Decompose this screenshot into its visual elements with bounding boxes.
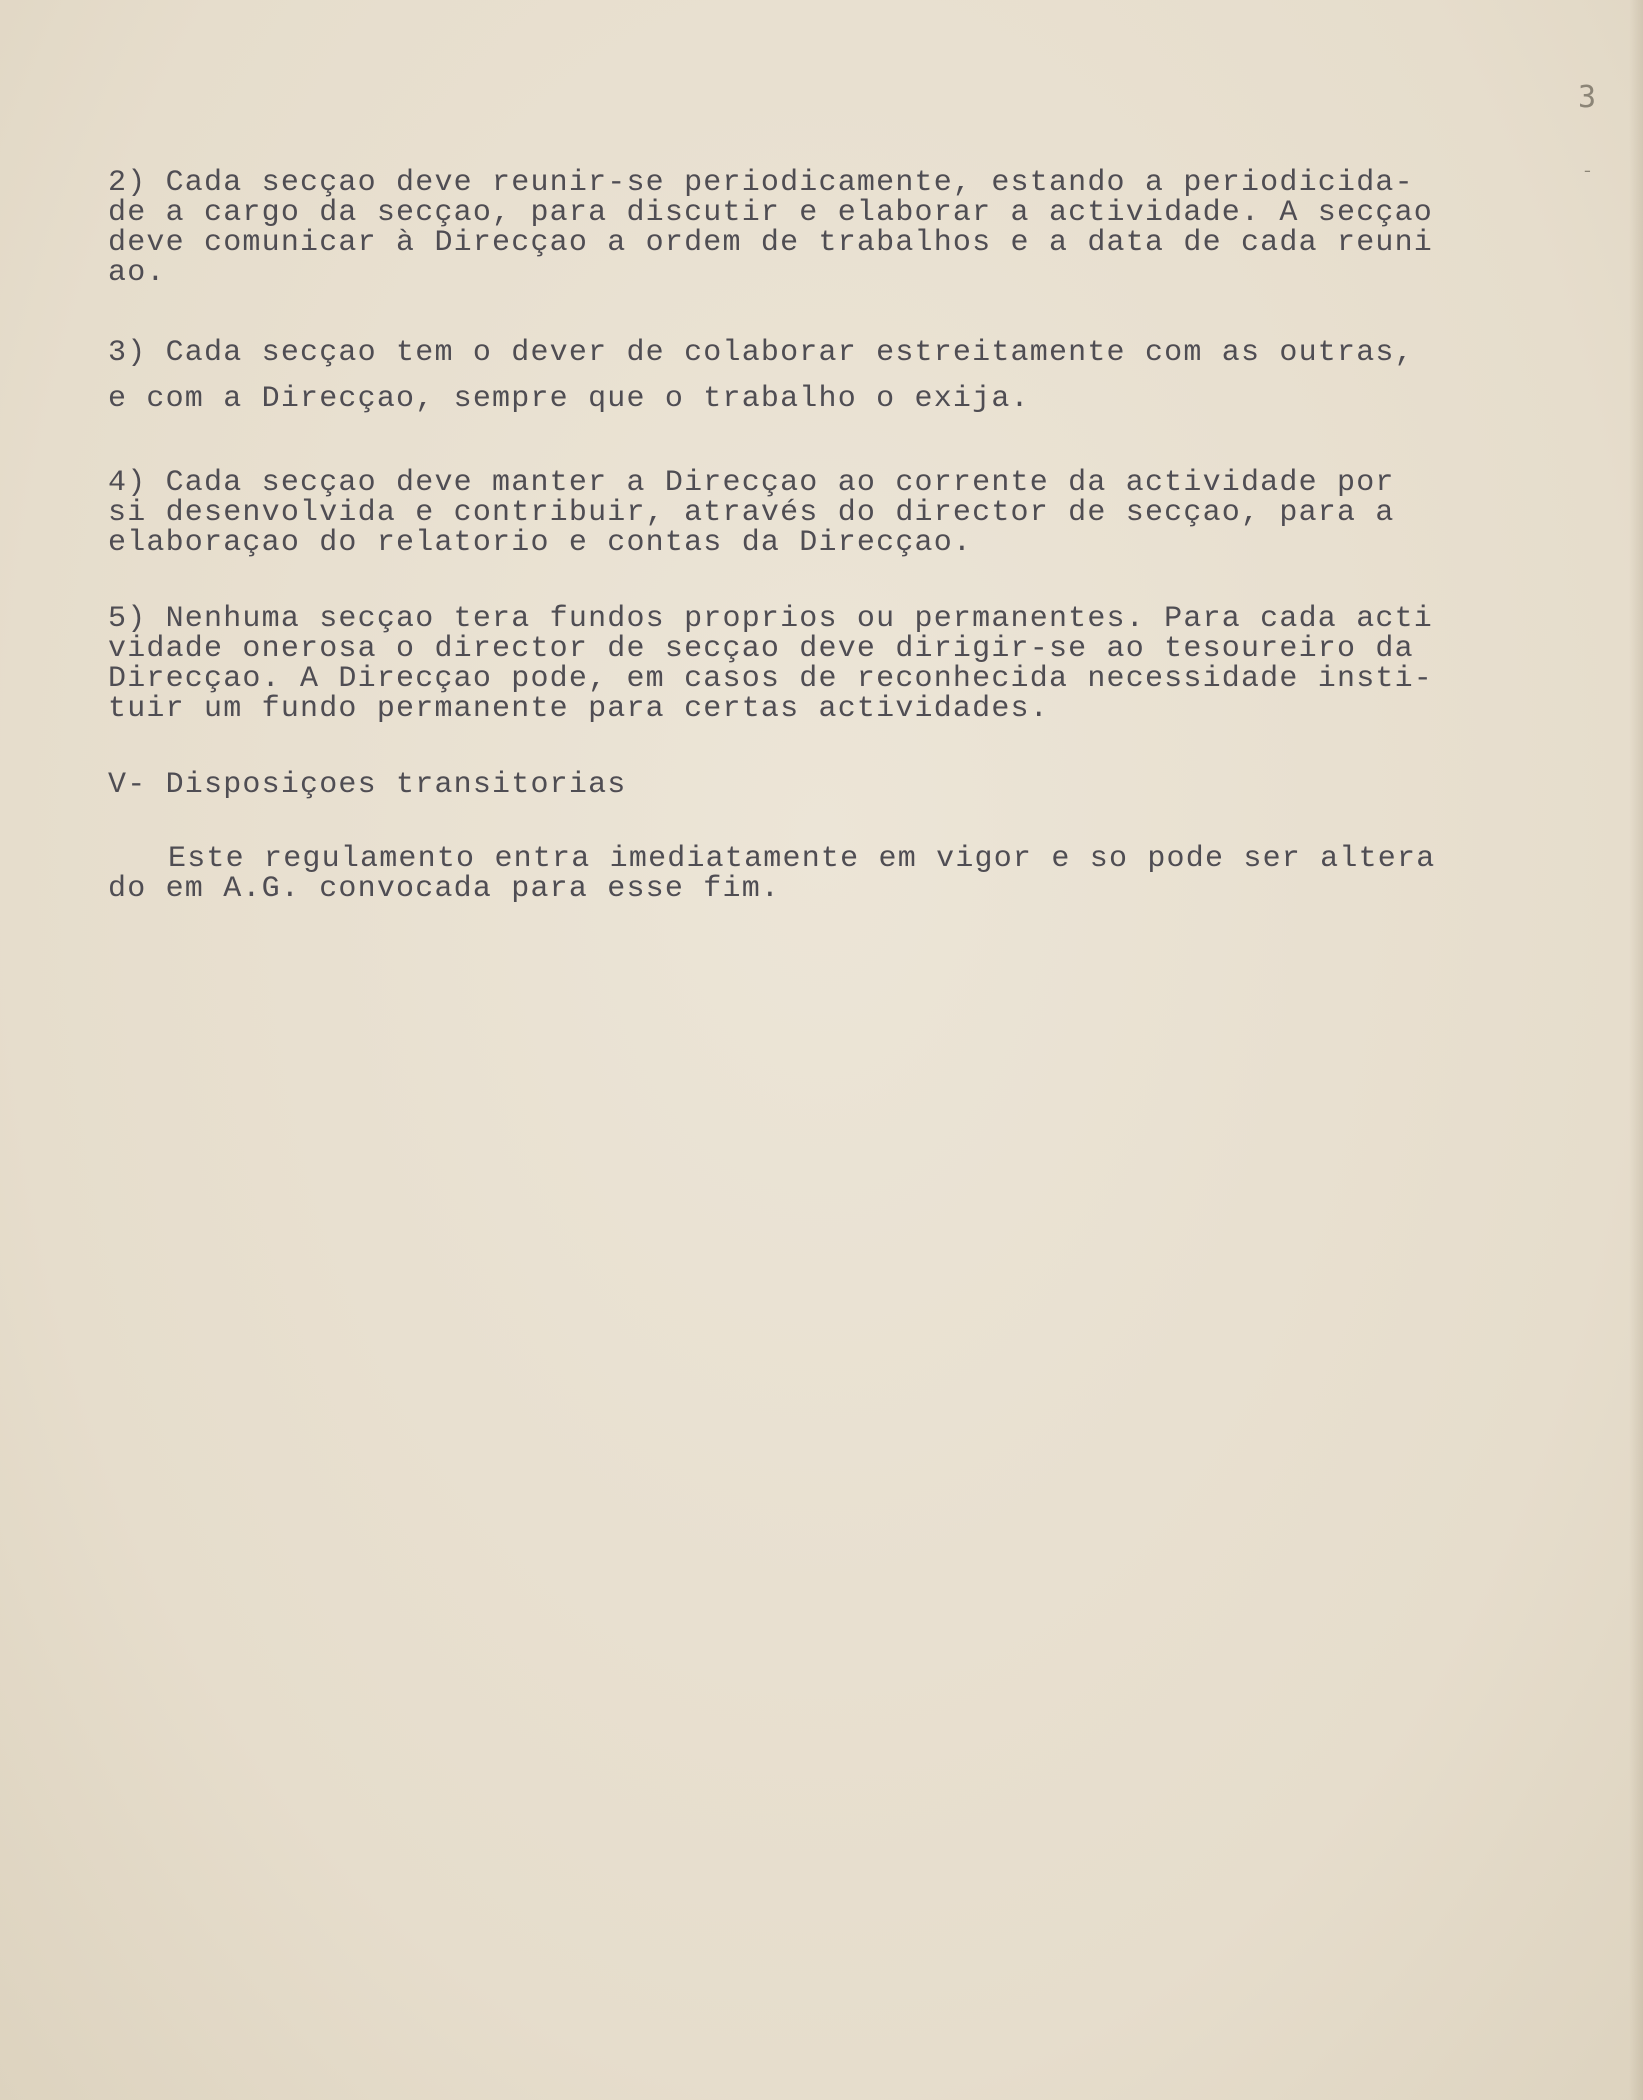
text-line: tuir um fundo permanente para certas actividades.: [108, 692, 1049, 726]
text-line: e com a Direcçao, sempre que o trabalho o exija.: [108, 382, 1030, 416]
paragraph-item-2: [108, 168, 1548, 288]
text-line: do em A.G. convocada para esse fim.: [108, 872, 781, 906]
paragraph-item-4: [108, 468, 1548, 558]
typed-document: [108, 168, 1548, 950]
text-line: si desenvolvida e contribuir, através do director de secçao, para a: [108, 496, 1395, 530]
margin-dash-mark: ¯: [1582, 168, 1593, 189]
text-line: 5) Nenhuma secçao tera fundos proprios ou permanentes. Para cada acti: [108, 602, 1434, 636]
section-heading-text: V- Disposiçoes transitorias: [108, 768, 627, 802]
paragraph-item-5: [108, 604, 1548, 724]
text-line: 2) Cada secçao deve reunir-se periodicamente, estando a periodicida-: [108, 166, 1414, 200]
text-line: elaboraçao do relatorio e contas da Direcçao.: [108, 526, 973, 560]
text-line: deve comunicar à Direcçao a ordem de trabalhos e a data de cada reuni: [108, 226, 1434, 260]
paper-edge-shadow: [1629, 0, 1643, 2100]
text-line: 3) Cada secçao tem o dever de colaborar estreitamente com as outras,: [108, 336, 1414, 370]
closing-paragraph: [108, 844, 1548, 904]
section-heading: [108, 770, 1548, 800]
text-line: Direcçao. A Direcçao pode, em casos de reconhecida necessidade insti-: [108, 662, 1434, 696]
text-line: ao.: [108, 256, 166, 290]
text-line: vidade onerosa o director de secçao deve dirigir-se ao tesoureiro da: [108, 632, 1414, 666]
text-line: Este regulamento entra imediatamente em vigor e so pode ser altera: [168, 842, 1436, 876]
margin-page-mark: 3: [1578, 80, 1597, 115]
text-line: de a cargo da secçao, para discutir e elaborar a actividade. A secçao: [108, 196, 1434, 230]
paragraph-item-3: [108, 330, 1548, 422]
text-line: 4) Cada secçao deve manter a Direcçao ao corrente da actividade por: [108, 466, 1395, 500]
